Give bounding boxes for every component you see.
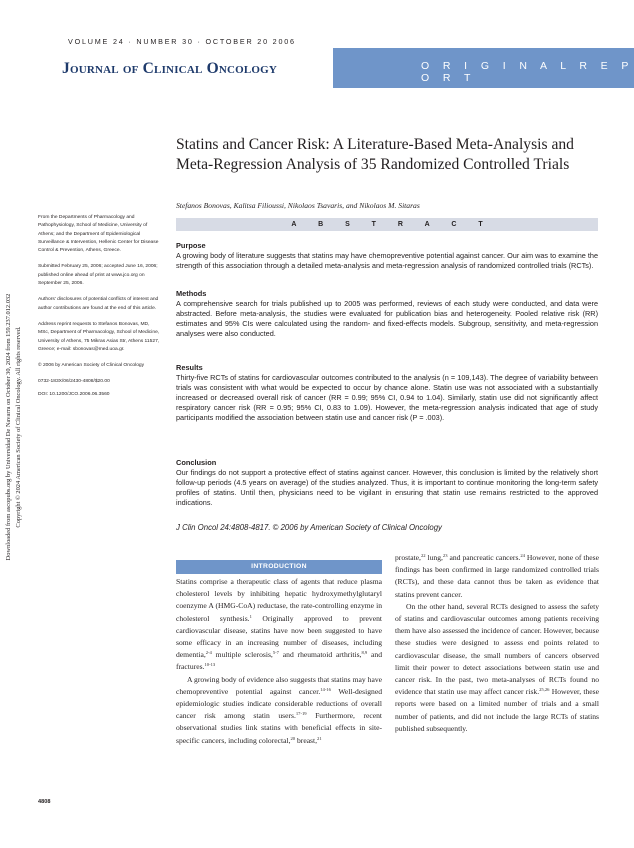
download-notice-line1: Downloaded from ascopubs.org by Universidad De Navarra on October 30, 2024 from 159.237.012.032 — [5, 293, 12, 561]
download-notice — [4, 236, 30, 618]
methods-heading: Methods — [176, 289, 207, 298]
introduction-heading: INTRODUCTION — [176, 560, 382, 574]
download-notice-line2: Copyright © 2024 American Society of Clinical Oncology. All rights reserved. — [14, 326, 22, 528]
reference: 24 — [520, 553, 525, 558]
results-heading: Results — [176, 363, 203, 372]
doi: DOI: 10.1200/JCO.2006.06.3560 — [38, 391, 110, 397]
section-banner — [333, 48, 634, 88]
section-label: O R I G I N A L R E P O R T — [421, 60, 634, 84]
copyright-note: © 2006 by American Society of Clinical Oncology — [38, 363, 145, 369]
intro-paragraph-1: Statins comprise a therapeutic class of agents that reduce plasma cholesterol levels by inhibiting hepatic hydroxymethylglutaryl coenzyme A (HMG-CoA) reductase, the rate-controlling enzyme in cholesterol synthesis.$^1$ Originally approved to prevent cardiovascular disease, statins have now been suggested to have some efficacy in an increasing number of diseases, including dementia,$^{2-4}$ multiple sclerosis,$^{5-7}$ and rheumatoid arthritis,$^{8,9}$ and fractures.$^{10-13}$ — [176, 577, 382, 672]
abstract-results — [176, 363, 598, 423]
journal-name-area — [40, 48, 333, 88]
reference: 14-16 — [320, 686, 331, 692]
intro-paragraph-2-continued: prostate,$^{22}$ lung,$^{23}$ and pancreatic cancers.$^{24}$ However, none of these findings has been confirmed in large randomized controlled trials (RCTs), and these data cannot thus be taken as evidence that statins prevent cancer. — [395, 553, 599, 599]
reference: 23 — [442, 553, 448, 558]
issn: 0732-183X/06/2430-4808/$20.00 — [38, 379, 110, 385]
intro-paragraph-2: A growing body of evidence also suggests that statins may have chemopreventive potential against cancer.$^{14-16}$ Well-designed epidemiologic studies indicate considerable reductions of overall cancer risk among statin users.$^{17-19}$ Furthermore, recent observational studies link statins with beneficial effects in site-specific cancers, including colorectal,$^{20}$ breast,$^{21}$ — [176, 674, 382, 745]
affiliations-column — [38, 214, 160, 407]
journal-citation: J Clin Oncol 24:4808-4817. © 2006 by American Society of Clinical Oncology — [176, 523, 442, 532]
reference: 1 — [249, 613, 252, 619]
abstract-banner: A B S T R A C T — [176, 218, 598, 231]
disclosures-note: Authors' disclosures of potential conflicts of interest and author contributions are found at the end of this article. — [38, 297, 159, 311]
purpose-heading: Purpose — [176, 241, 206, 250]
reference: 17-19 — [295, 711, 307, 717]
journal-banner — [40, 48, 634, 88]
reprint-address: Address reprint requests to Stefanos Bonovas, MD, MSc, Department of Pharmacology, School of Medicine, University of Athens, 75 Mikras Asias Str, Athens 11527, Greece; e-mail: sbonovas@med.uoa.gr. — [38, 321, 160, 352]
volume-line: VOLUME 24 · NUMBER 30 · OCTOBER 20 2006 — [68, 37, 296, 46]
abstract-methods — [176, 289, 598, 339]
body-column-left — [176, 576, 382, 747]
article-authors: Stefanos Bonovas, Kalitsa Filioussi, Nikolaos Tsavaris, and Nikolaos M. Sitaras — [176, 201, 420, 210]
results-text: Thirty-five RCTs of statins for cardiovascular outcomes contributed to the analysis (n = 109,143). The degree of variability between trials was consistent with what would be expected to occur by chance alone. Statin use was not associated with a substantially increased or decreased overall risk of cancer (RR = 0.99; 95% CI, 0.94 to 1.04). Similarly, statin use did not significantly affect respiratory cancer risk (RR = 0.95; 95% CI, 0.83 to 1.09). However, the meta-regression analysis indicated that age of study participants modified the association between statin use and cancer risk (P = .003). — [176, 373, 598, 423]
abstract-conclusion — [176, 458, 598, 508]
reference: 20 — [290, 735, 296, 741]
intro-paragraph-3: On the other hand, several RCTs designed to assess the safety of statins and cardiovascular outcomes among patients receiving them have also assessed the incidence of cancer. However, because these studies were designed to assess end points related to cardiovascular disease, the small numbers of cancers observed limit their power to detect associations between statin use and cancer risk. In the past, two meta-analyses of RCTs found no evidence that statin use may affect cancer risk.$^{25,26}$ However, these reports were based on a limited number of trials and a small number of patients, and did not include the large RCTs of statins published subsequently. — [395, 601, 600, 733]
methods-text: A comprehensive search for trials published up to 2005 was performed, reviews of each study were conducted, and data were abstracted. Before meta-analysis, the studies were evaluated for publication bias and heterogeneity. Pooled relative risk (RR) estimates and 95% CIs were calculated using the random- and fixed-effects models. Subgroup, sensitivity, and meta-regression analyses were also conducted. — [176, 299, 598, 339]
reference: 25,26 — [539, 687, 550, 693]
body-column-right — [395, 552, 599, 735]
submission-dates: Submitted February 25, 2006; accepted June 16, 2006; published online ahead of print at www.jco.org on September 25, 2006. — [38, 264, 158, 287]
conclusion-text: Our findings do not support a protective effect of statins against cancer. However, this conclusion is limited by the relatively short follow-up periods (4.5 years on average) of the studies analyzed. Thus, it is important to continue monitoring the long-term safety profiles of statins. Until then, physicians need to be vigilant in ensuring that statin use remains restricted to the approved indications. — [176, 468, 598, 508]
reference: 2-4 — [205, 650, 212, 656]
page-number: 4808 — [38, 799, 51, 805]
journal-name: Journal of Clinical Oncology — [62, 60, 278, 77]
reference: 10-13 — [204, 662, 216, 668]
reference: 22 — [420, 553, 426, 558]
article-title: Statins and Cancer Risk: A Literature-Based Meta-Analysis and Meta-Regression Analysis of 35 Randomized Controlled Trials — [176, 136, 574, 174]
reference: 8,9 — [361, 650, 368, 656]
affiliation-from: From the Departments of Pharmacology and Pathophysiology, School of Medicine, University of Athens; and the Department of Epidemiological Surveillance & Intervention, Hellenic Center for Disease Control & Prevention, Athens, Greece. — [38, 215, 159, 254]
reference: 21 — [317, 735, 322, 741]
abstract-purpose — [176, 241, 598, 271]
conclusion-heading: Conclusion — [176, 458, 217, 467]
reference: 5-7 — [272, 650, 279, 656]
purpose-text: A growing body of literature suggests that statins may have chemopreventive potential against cancer. Our aim was to examine the strength of this association through a detailed meta-analysis and meta-regression analysis of randomized controlled trials (RCTs). — [176, 251, 598, 271]
